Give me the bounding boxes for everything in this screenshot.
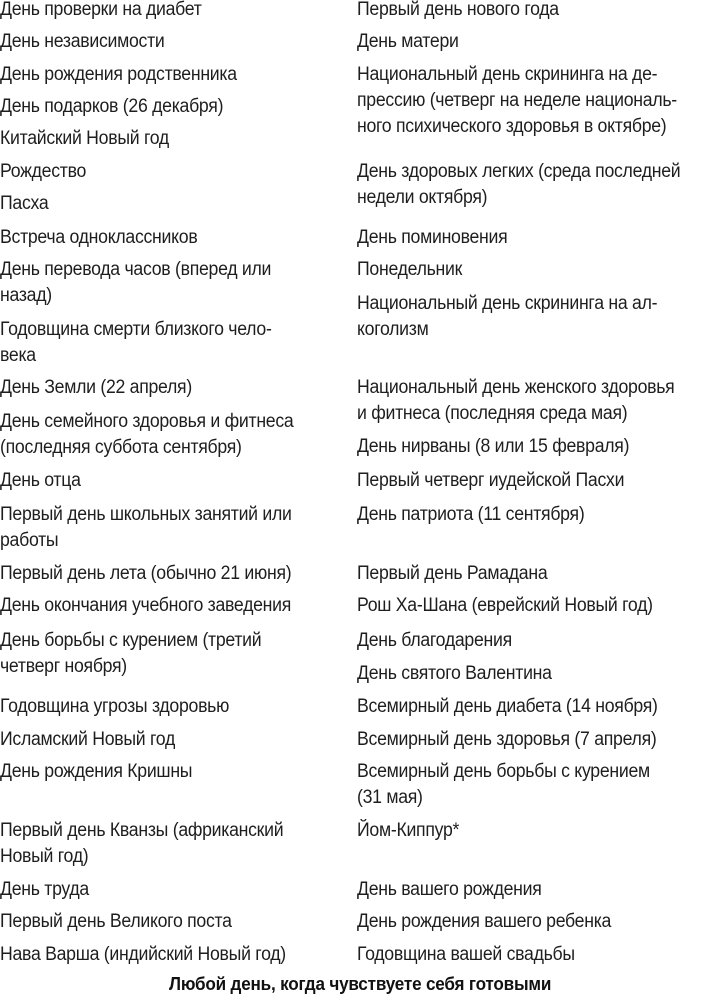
list-item-line: Первый день Кванзы (африканский: [0, 820, 284, 841]
list-item-line: ного психического здоровья в октябре): [357, 116, 667, 137]
list-item: [0, 126, 169, 152]
list-item-line: День здоровых легких (среда последней: [357, 161, 681, 182]
list-item-line: День вашего рождения: [357, 879, 542, 900]
list-item: [0, 909, 232, 935]
list-item-line: День перевода часов (вперед или: [0, 259, 272, 280]
list-item-line: День рождения родственника: [0, 64, 237, 85]
list-item: [0, 877, 89, 903]
list-item-line: работы: [0, 530, 59, 551]
list-item: [357, 759, 650, 811]
list-item-line: Национальный день женского здоровья: [357, 377, 675, 398]
list-item: [357, 159, 680, 211]
list-item-line: Нава Варша (индийский Новый год): [0, 944, 286, 965]
list-item-line: Пасха: [0, 193, 49, 214]
list-item-line: (31 мая): [357, 787, 423, 808]
list-item: [357, 62, 677, 140]
list-item-line: Рош Ха-Шана (еврейский Новый год): [357, 595, 653, 616]
list-item: [357, 628, 512, 654]
list-item: [357, 877, 542, 903]
list-item: [357, 434, 629, 460]
list-item-line: Первый день Великого поста: [0, 911, 232, 932]
list-item-line: Всемирный день борьбы с курением: [357, 761, 650, 782]
list-item: [0, 628, 261, 680]
list-item-line: День проверки на диабет: [0, 0, 202, 20]
list-item-line: четверг ноября): [0, 656, 127, 677]
list-item: [357, 818, 459, 844]
list-item-line: День рождения Кришны: [0, 761, 193, 782]
list-item-line: Годовщина смерти близкого чело-: [0, 319, 272, 340]
list-item-line: День отца: [0, 470, 81, 491]
list-item-line: День рождения вашего ребенка: [357, 911, 612, 932]
list-item-line: День нирваны (8 или 15 февраля): [357, 436, 630, 457]
list-item-line: Первый четверг иудейской Пасхи: [357, 470, 625, 491]
list-item: [357, 257, 462, 283]
list-item-line: Всемирный день диабета (14 ноября): [357, 696, 658, 717]
list-item: [0, 159, 86, 185]
list-item: [0, 694, 229, 720]
list-item-line: День матери: [357, 31, 459, 52]
list-item-line: Годовщина угрозы здоровью: [0, 696, 230, 717]
list-item-line: День поминовения: [357, 227, 508, 248]
list-item: [0, 759, 192, 785]
list-item-line: Рождество: [0, 161, 87, 182]
list-item-line: Новый год): [0, 846, 89, 867]
list-item-line: Понедельник: [357, 259, 463, 280]
list-item-line: День святого Валентина: [357, 663, 552, 684]
list-item-line: День окончания учебного заведения: [0, 595, 292, 616]
list-item: [357, 468, 624, 494]
list-item: [357, 727, 656, 753]
list-item: [357, 291, 657, 343]
list-item: [357, 29, 459, 55]
list-item: [357, 502, 584, 528]
list-item-line: века: [0, 345, 36, 366]
list-item: [357, 0, 559, 23]
list-item-line: Исламский Новый год: [0, 729, 175, 750]
list-item-line: День труда: [0, 879, 89, 900]
list-item-line: (последняя суббота сентября): [0, 437, 242, 458]
list-item-line: Национальный день скрининга на ал-: [357, 293, 658, 314]
list-item-line: и фитнеса (последняя среда мая): [357, 403, 628, 424]
list-item: [357, 661, 552, 687]
list-item: [357, 909, 611, 935]
list-item: [0, 593, 291, 619]
list-item-line: Первый день нового года: [357, 0, 559, 20]
list-item-line: День патриота (11 сентября): [357, 504, 585, 525]
list-item-line: День борьбы с курением (третий: [0, 630, 262, 651]
list-item-line: День независимости: [0, 31, 165, 52]
list-item-line: недели октября): [357, 187, 488, 208]
list-item: [0, 502, 292, 554]
list-item: [0, 727, 175, 753]
list-item: [357, 942, 575, 968]
list-item: [0, 62, 237, 88]
list-item: [357, 225, 507, 251]
list-item: [357, 694, 658, 720]
list-item-line: прессию (четверг на неделе националь-: [357, 90, 677, 111]
list-item-line: Всемирный день здоровья (7 апреля): [357, 729, 657, 750]
list-item: [0, 0, 202, 23]
list-item: [0, 225, 197, 251]
list-item: [357, 375, 674, 427]
list-item-line: коголизм: [357, 319, 429, 340]
list-item: [0, 94, 223, 120]
list-item: [0, 409, 293, 461]
list-item: [357, 561, 547, 587]
right-column-list: [357, 0, 721, 1000]
list-item-line: Йом-Киппур*: [357, 820, 460, 841]
list-item-line: Первый день школьных занятий или: [0, 504, 292, 525]
list-item: [0, 942, 286, 968]
list-item: [357, 593, 653, 619]
list-item-line: Национальный день скрининга на де-: [357, 64, 658, 85]
list-item-line: Первый день Рамадана: [357, 563, 548, 584]
list-item-line: День Земли (22 апреля): [0, 377, 192, 398]
list-item: [0, 317, 272, 369]
left-column-list: [0, 0, 350, 1000]
list-item: [0, 29, 165, 55]
list-item-line: назад): [0, 285, 52, 306]
footer-note: [0, 971, 721, 997]
list-item-line: День подарков (26 декабря): [0, 96, 224, 117]
list-item-line: День благодарения: [357, 630, 512, 651]
list-item-line: Встреча одноклассников: [0, 227, 198, 248]
list-item: [0, 468, 81, 494]
list-item-line: Первый день лета (обычно 21 июня): [0, 563, 292, 584]
list-item: [0, 375, 192, 401]
footer-text: Любой день, когда чувствуете себя готовыми: [169, 974, 552, 994]
list-item-line: Годовщина вашей свадьбы: [357, 944, 575, 965]
list-item: [0, 818, 283, 870]
list-item: [0, 257, 271, 309]
list-item: [0, 561, 291, 587]
list-item-line: День семейного здоровья и фитнеса: [0, 411, 294, 432]
list-item: [0, 191, 48, 217]
list-item-line: Китайский Новый год: [0, 128, 169, 149]
